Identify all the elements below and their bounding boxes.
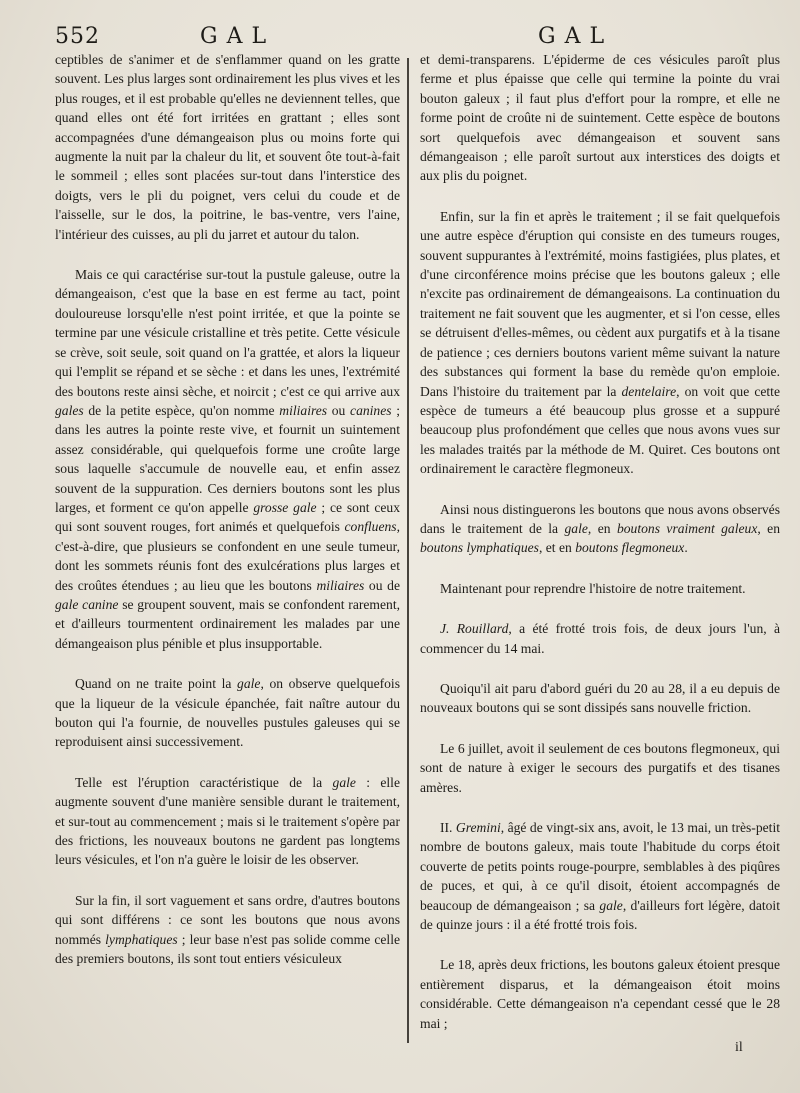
text-run: Le 6 juillet, avoit il seulement de ces boutons flegmoneux, qui sont de nature à exiger le secours des purgatifs et des tisanes amères. [420, 740, 780, 795]
paragraph [420, 50, 780, 186]
right-column [420, 50, 780, 1070]
text-run: , a été frotté trois fois, de deux jours l'un, à commencer du 14 mai. [420, 621, 780, 656]
text-run: ou [327, 402, 351, 418]
text-run: , on observe quelquefois que la liqueur de la vésicule épanchée, fait naître autour du bouton qui l'a fournie, de nouvelles pustules galeuses qui se reproduisent ainsi successivement. [55, 676, 400, 750]
page-header [0, 22, 800, 52]
paragraph [420, 619, 780, 658]
italic-text: boutons flegmoneux [575, 540, 685, 556]
italic-text: miliaires [279, 402, 328, 418]
italic-text: gale canine [55, 596, 119, 612]
text-run: Le 18, après deux frictions, les boutons galeux étoient presque entièrement disparus, et la démangeaison étoit moins considérable. Cette démangeaison n'a cependant cessé que le 28 mai ; [420, 957, 780, 1031]
italic-text: canines [350, 402, 392, 418]
italic-text: gale [332, 774, 356, 790]
italic-text: miliaires [316, 577, 365, 593]
text-run: ceptibles de s'animer et de s'enflammer quand on les gratte souvent. Les plus larges sont ordinairement les plus vives et les plus rouges, et il est probable qu'elles ne deviennent telles, que quand elles ont été fort irritées en grattant ; elles sont accompagnées d'une démangeaison plus ou moins forte qui augmente la nuit par la chaleur du lit, et souvent ôte tout-à-fait le sommeil ; elles sont placées sur-tout dans l'interstice des doigts, vers le pli du poignet, vers celui du coude et de l'aisselle, sur le dos, la poitrine, le bas-ventre, vers l'aine, l'intérieur des cuisses, au pli du jarret et autour du talon. [55, 52, 400, 242]
text-run: : elle augmente souvent d'une manière sensible durant le traitement, et sur-tout au commencement ; mais si le traitement s'opère par des frictions, les nouveaux boutons ne gardent pas longtems leurs vésicules, et l'on n'a guère le loisir de les observer. [55, 774, 400, 868]
text-run: se groupent souvent, mais se confondent rarement, et d'ailleurs tourmentent ordinairement les malades par une démangeaison plus pénible et plus insupportable. [55, 596, 400, 651]
running-head-right: GAL [538, 24, 614, 49]
left-column [55, 50, 400, 1070]
paragraph [55, 891, 400, 969]
text-run: , âgé de vingt-six ans, avoit, le 13 mai, un très-petit nombre de boutons galeux, mais toute l'habitude du corps étoit couverte de petits points rouge-pourpre, semblables à des piqûres de puces, et qui, à ce qu'il disoit, étoient accompagnés de beaucoup de démangeaison ; sa [420, 820, 780, 913]
paragraph [420, 818, 780, 934]
text-run: Ainsi nous distinguerons les boutons que nous avons observés dans le traitement de la [420, 501, 780, 536]
running-head-left: GAL [200, 24, 276, 49]
italic-text: gale [237, 676, 261, 692]
italic-text: gales [55, 402, 84, 418]
text-run: Quand on ne traite point la [75, 676, 238, 692]
text-run: Enfin, sur la fin et après le traitement ; il se fait quelquefois une autre espèce d'éruption qui consiste en des tumeurs rouges, souvent suppurantes à l'extrémité, moins fastigiées, plus plates, et d'une circonférence moins précise que les boutons galeux ; elle n'excite pas ordinairement de démangeaisons. La continuation du traitement ne fait souvent que les augmenter, et si l'on cesse, elles se détruisent d'elles-mêmes, ou cèdent aux purgatifs et à la tisane de patience ; ces derniers boutons varient même suivant la nature des substances qui forment la base du remède qu'on emploie. Dans l'histoire du traitement par la [420, 208, 780, 399]
paragraph [55, 674, 400, 752]
text-run: , en [587, 520, 617, 536]
italic-text: boutons vraiment galeux [616, 520, 758, 536]
paragraph [420, 579, 780, 598]
italic-text: J. Rouillard [440, 621, 509, 637]
paragraph [420, 955, 780, 1033]
text-run: , c'est-à-dire, que plusieurs se confondent en une seule tumeur, dont les sommets réunis font des exulcérations plus larges et des croûtes étendues ; au lieu que les boutons [55, 519, 400, 593]
text-run: ; leur base n'est pas solide comme celle des premiers boutons, ils sont tout entiers vésiculeux [55, 931, 400, 967]
text-run: Quoiqu'il ait paru d'abord guéri du 20 au 28, il a eu depuis de nouveaux boutons qui se sont dissipés sans nouvelle friction. [420, 680, 780, 716]
paragraph [420, 739, 780, 797]
catchword: il [735, 1040, 743, 1055]
italic-text: grosse gale [253, 499, 317, 515]
italic-text: boutons lymphatiques [420, 540, 539, 556]
italic-text: gale [599, 897, 623, 913]
text-run: de la petite espèce, qu'on nomme [83, 402, 280, 418]
page-number: 552 [55, 24, 100, 49]
text-run: Maintenant pour reprendre l'histoire de notre traitement. [440, 580, 746, 596]
paragraph [55, 50, 400, 244]
text-run: Mais ce qui caractérise sur-tout la pustule galeuse, outre la démangeaison, c'est que la base en est ferme au tact, point douloureuse lorsqu'elle n'est point irritée, et que la pointe se termine par une vésicule cristalline et très petite. Cette vésicule se crève, soit seule, soit quand on l'a grattée, et alors la liqueur qui l'emplit se répand et se sèche : et dans les unes, l'extrémité des boutons reste ainsi sèche, et noircit ; c'est ce qui arrive aux [55, 267, 400, 399]
text-run: II. [440, 820, 456, 835]
text-run: , et en [538, 540, 576, 556]
text-run: Sur la fin, il sort vaguement et sans ordre, d'autres boutons qui sont différens : ce sont les boutons que nous avons nommés [55, 892, 400, 947]
text-run: , en [757, 520, 780, 536]
paragraph [420, 679, 780, 718]
paragraph [55, 265, 400, 653]
text-run: ; dans les autres la pointe reste vive, et fournit un suintement assez considérable, qui quelquefois forme une croûte large sous laquelle s'accumule de nouvelle eau, et enfin assez souvent de la suppuration. Ces derniers boutons sont les plus larges, et forment ce qu'on appelle [55, 402, 400, 515]
italic-text: confluens [344, 519, 397, 535]
paragraph [55, 773, 400, 870]
text-run: . [684, 540, 688, 556]
paragraph [420, 500, 780, 558]
text-run: , on voit que cette espèce de tumeurs a été beaucoup plus grosse et a suppuré beaucoup plus profondément que celles que nous avons vues sur les malades traités par la méthode de M. Quiret. Ces boutons ont ordinairement le caractère flegmoneux. [420, 383, 780, 477]
text-run: ou de [364, 577, 400, 593]
italic-text: lymphatiques [105, 931, 178, 947]
column-divider [407, 58, 409, 1043]
italic-text: Gremini [455, 820, 501, 835]
paragraph [420, 207, 780, 479]
text-run: et demi-transparens. L'épiderme de ces vésicules paroît plus ferme et plus épaisse que celle qui termine la pointe du vrai bouton galeux ; il faut plus d'effort pour la rompre, et elle ne forme point de croûte ni de suintement. Cette espèce de boutons sort quelquefois avec démangeaison et souvent sans démangeaison ; elle paroît surtout aux interstices des doigts et aux plis du poignet. [420, 52, 780, 184]
text-run: , d'ailleurs fort légère, datoit de quinze jours : il a été frotté trois fois. [420, 897, 780, 933]
text-run: Telle est l'éruption caractéristique de la [75, 774, 333, 790]
text-run: ; ce sont ceux qui sont souvent rouges, fort animés et quelquefois [55, 499, 400, 535]
italic-text: gale [564, 520, 588, 536]
italic-text: dentelaire [621, 383, 677, 399]
